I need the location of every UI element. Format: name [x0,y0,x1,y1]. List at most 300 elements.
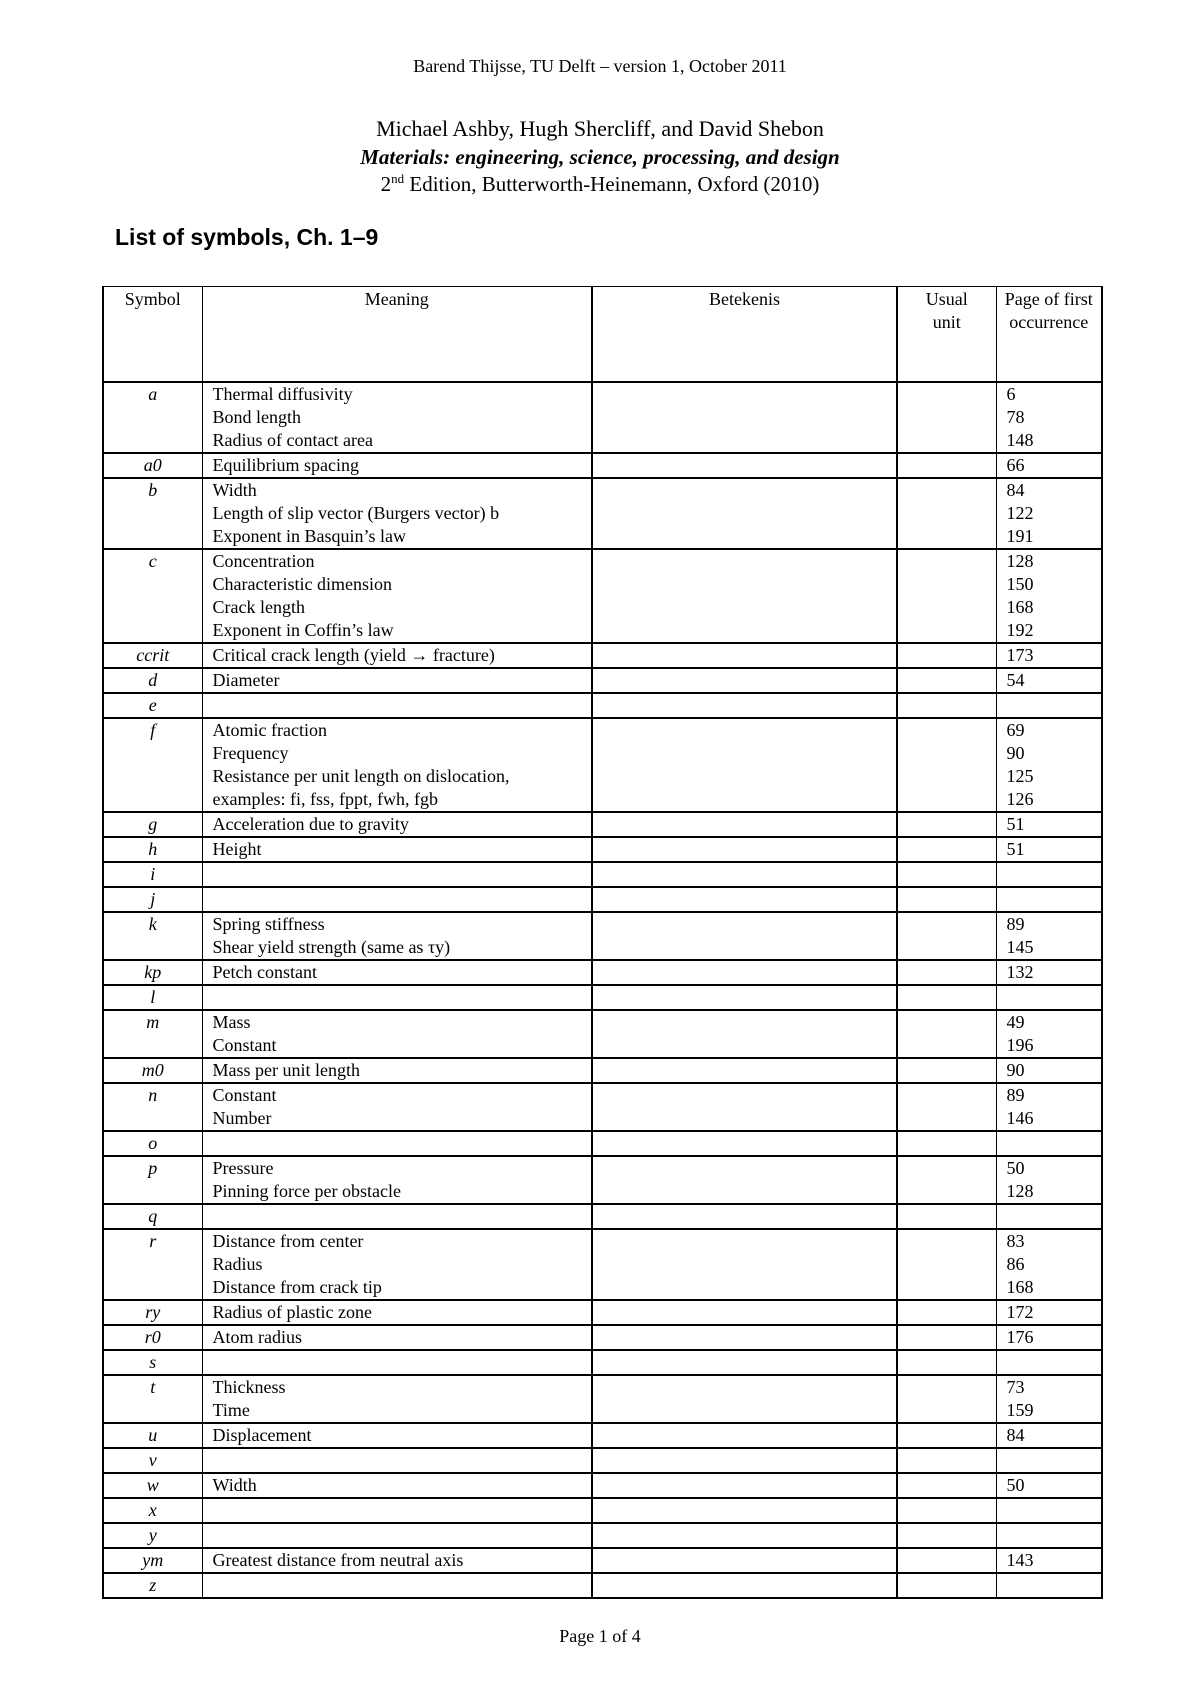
symbol-cell: m [103,1010,202,1058]
symbol-cell: h [103,837,202,862]
betekenis-cell [592,1300,897,1325]
betekenis-cell [592,1156,897,1204]
symbols-table [102,286,1103,1599]
page-cell [996,837,1102,862]
unit-cell [897,549,996,643]
unit-cell [897,453,996,478]
page-line: 122 [1006,503,1034,523]
unit-cell [897,837,996,862]
symbol-cell: n [103,1083,202,1131]
betekenis-cell [592,1131,897,1156]
unit-cell [897,912,996,960]
column-header-betekenis: Betekenis [592,287,897,383]
page-line: 192 [1006,620,1034,640]
betekenis-cell [592,478,897,549]
unit-cell [897,1204,996,1229]
meaning-cell [202,693,592,718]
meaning-cell [202,862,592,887]
meaning-line: Distance from crack tip [212,1277,382,1297]
page-line: 145 [1006,937,1034,957]
page-line: 126 [1006,789,1034,809]
meaning-line: Constant [212,1085,277,1105]
page-line: 73 [1006,1377,1025,1397]
table-row [103,1423,1102,1448]
symbol-cell: r0 [103,1325,202,1350]
table-row [103,668,1102,693]
page-cell [996,862,1102,887]
meaning-line: examples: fi, fss, fppt, fwh, fgb [212,789,438,809]
table-row [103,912,1102,960]
page-line: 66 [1006,455,1025,475]
page-line: 159 [1006,1400,1034,1420]
meaning-line: Concentration [212,551,315,571]
meaning-line: Resistance per unit length on dislocation, [212,766,510,786]
table-row [103,1083,1102,1131]
page-line: 128 [1006,551,1034,571]
meaning-line: Height [212,839,262,859]
meaning-cell [202,1448,592,1473]
page-line: 54 [1006,670,1025,690]
betekenis-cell [592,1010,897,1058]
meaning-cell [202,1058,592,1083]
page-cell [996,382,1102,453]
meaning-cell [202,1300,592,1325]
table-row [103,985,1102,1010]
betekenis-cell [592,1448,897,1473]
meaning-line: Characteristic dimension [212,574,392,594]
symbol-cell: u [103,1423,202,1448]
page-line: 172 [1006,1302,1034,1322]
meaning-line: Mass [212,1012,251,1032]
page-line [1007,888,1102,911]
symbol-cell: ry [103,1300,202,1325]
unit-cell [897,1350,996,1375]
page-cell [996,960,1102,985]
page-cell [996,1156,1102,1204]
symbol-cell: f [103,718,202,812]
page-line: 49 [1006,1012,1025,1032]
meaning-cell [202,1083,592,1131]
page-line: 150 [1006,574,1034,594]
meaning-cell [202,1498,592,1523]
page-cell [996,1498,1102,1523]
meaning-cell [202,887,592,912]
unit-cell [897,1573,996,1598]
meaning-line: Time [212,1400,250,1420]
column-header-page: Page of first occurrence [996,287,1102,383]
page-line: 83 [1006,1231,1025,1251]
meaning-cell [202,1325,592,1350]
symbol-cell: c [103,549,202,643]
page-line [1007,863,1102,886]
meaning-cell [202,1375,592,1423]
symbol-cell: y [103,1523,202,1548]
betekenis-cell [592,1573,897,1598]
betekenis-cell [592,1229,897,1300]
meaning-cell [202,960,592,985]
symbol-cell: t [103,1375,202,1423]
meaning-line: Radius [212,1254,263,1274]
unit-cell [897,1229,996,1300]
meaning-cell [202,1423,592,1448]
symbol-cell: b [103,478,202,549]
unit-cell [897,718,996,812]
unit-cell [897,1498,996,1523]
edition-number: 2 [380,172,392,196]
meaning-line: Atom radius [212,1327,302,1347]
symbol-cell: w [103,1473,202,1498]
meaning-line: Frequency [212,743,289,763]
column-header-symbol: Symbol [103,287,202,383]
symbol-cell: kp [103,960,202,985]
page-cell [996,912,1102,960]
table-row [103,887,1102,912]
page-line: 84 [1006,1425,1025,1445]
meaning-cell [202,985,592,1010]
meaning-cell [202,718,592,812]
page-line [1007,1449,1102,1472]
betekenis-cell [592,960,897,985]
page-line: 89 [1006,914,1025,934]
table-row [103,837,1102,862]
page-header: Barend Thijsse, TU Delft – version 1, October 2011 [413,56,787,76]
table-row [103,812,1102,837]
meaning-line [213,1449,592,1472]
betekenis-cell [592,718,897,812]
meaning-line: Diameter [212,670,280,690]
page-cell [996,718,1102,812]
page-cell [996,1229,1102,1300]
table-row [103,1300,1102,1325]
meaning-cell [202,1573,592,1598]
page-cell [996,1131,1102,1156]
unit-cell [897,812,996,837]
table-row [103,1156,1102,1204]
page-cell [996,549,1102,643]
page-line [1007,1574,1102,1597]
meaning-line: Width [212,480,257,500]
page-line: 128 [1006,1181,1034,1201]
page-line [1007,1499,1102,1522]
meaning-line: Shear yield strength (same as τy) [212,937,451,957]
page-line: 196 [1006,1035,1034,1055]
meaning-cell [202,1156,592,1204]
page-line: 51 [1006,814,1025,834]
page-cell [996,1083,1102,1131]
meaning-cell [202,549,592,643]
page-line [1007,986,1102,1009]
meaning-line: Greatest distance from neutral axis [212,1550,464,1570]
page-cell [996,887,1102,912]
page-cell [996,1573,1102,1598]
betekenis-cell [592,837,897,862]
meaning-line: Crack length [212,597,305,617]
edition-publisher: Edition, Butterworth-Heinemann, Oxford (2010) [404,172,820,196]
betekenis-cell [592,1350,897,1375]
table-row [103,478,1102,549]
symbol-cell: e [103,693,202,718]
page-line: 173 [1006,645,1034,665]
meaning-line: Petch constant [212,962,317,982]
betekenis-cell [592,1548,897,1573]
unit-cell [897,478,996,549]
symbol-cell: s [103,1350,202,1375]
symbol-cell: o [103,1131,202,1156]
meaning-line: Radius of contact area [212,430,373,450]
page-line: 90 [1006,1060,1025,1080]
table-row [103,1573,1102,1598]
meaning-cell [202,1548,592,1573]
page-cell [996,1448,1102,1473]
symbol-cell: r [103,1229,202,1300]
symbol-cell: d [103,668,202,693]
book-edition [0,171,1200,197]
betekenis-cell [592,912,897,960]
page-line: 148 [1006,430,1034,450]
meaning-cell [202,837,592,862]
table-row [103,453,1102,478]
unit-cell [897,668,996,693]
unit-cell [897,1375,996,1423]
page-line: 86 [1006,1254,1025,1274]
page-line: 132 [1006,962,1034,982]
page-cell [996,1423,1102,1448]
page-cell [996,1548,1102,1573]
meaning-cell [202,478,592,549]
page-cell [996,1010,1102,1058]
meaning-line: Bond length [212,407,301,427]
unit-cell [897,1010,996,1058]
unit-cell [897,1523,996,1548]
page-cell [996,693,1102,718]
table-row [103,1548,1102,1573]
meaning-line: Number [212,1108,272,1128]
betekenis-cell [592,1058,897,1083]
table-row [103,960,1102,985]
page-cell [996,1473,1102,1498]
meaning-line: Distance from center [212,1231,364,1251]
page-cell [996,453,1102,478]
symbol-cell: a0 [103,453,202,478]
page-cell [996,985,1102,1010]
table-row [103,862,1102,887]
book-title: Materials: engineering, science, processing, and design [360,145,840,169]
betekenis-cell [592,382,897,453]
meaning-line: Width [212,1475,257,1495]
betekenis-cell [592,453,897,478]
unit-cell [897,693,996,718]
page-line [1007,1205,1102,1228]
meaning-cell [202,643,592,668]
page-line: 168 [1006,597,1034,617]
unit-cell [897,1448,996,1473]
unit-cell [897,887,996,912]
meaning-cell [202,1350,592,1375]
unit-cell [897,1325,996,1350]
page-cell [996,1523,1102,1548]
page-line: 168 [1006,1277,1034,1297]
meaning-line: Length of slip vector (Burgers vector) b [212,503,500,523]
meaning-cell [202,668,592,693]
page-cell [996,1375,1102,1423]
meaning-line: Displacement [212,1425,312,1445]
page-line [1007,1132,1102,1155]
meaning-line [213,986,592,1009]
meaning-line [213,1351,592,1374]
meaning-cell [202,1473,592,1498]
meaning-cell [202,453,592,478]
symbol-cell: x [103,1498,202,1523]
list-heading: List of symbols, Ch. 1–9 [115,224,379,250]
symbol-cell: p [103,1156,202,1204]
page-line: 84 [1006,480,1025,500]
meaning-line [213,1205,592,1228]
page-line [1007,1524,1102,1547]
meaning-cell [202,1131,592,1156]
unit-cell [897,1058,996,1083]
page-cell [996,1058,1102,1083]
page-cell [996,1204,1102,1229]
unit-cell [897,960,996,985]
meaning-line [213,863,592,886]
page-cell [996,1325,1102,1350]
symbol-cell: ym [103,1548,202,1573]
symbol-cell: z [103,1573,202,1598]
betekenis-cell [592,643,897,668]
symbol-cell: a [103,382,202,453]
meaning-line [213,1574,592,1597]
meaning-line: Pinning force per obstacle [212,1181,401,1201]
table-row [103,1204,1102,1229]
meaning-cell [202,1010,592,1058]
page-cell [996,812,1102,837]
table-row [103,1058,1102,1083]
page-line: 176 [1006,1327,1034,1347]
table-row [103,1375,1102,1423]
page-line [1007,694,1102,717]
table-row [103,1523,1102,1548]
symbol-cell: i [103,862,202,887]
page-cell [996,1300,1102,1325]
meaning-cell [202,382,592,453]
page-line: 6 [1006,384,1016,404]
meaning-line [213,888,592,911]
column-header-unit: Usual unit [897,287,996,383]
symbol-cell: j [103,887,202,912]
page-line: 69 [1006,720,1025,740]
meaning-cell [202,1204,592,1229]
page-line: 146 [1006,1108,1034,1128]
unit-cell [897,643,996,668]
unit-cell [897,985,996,1010]
table-row [103,693,1102,718]
meaning-line: Mass per unit length [212,1060,360,1080]
table-row [103,1229,1102,1300]
symbol-cell: k [103,912,202,960]
page-line: 50 [1006,1475,1025,1495]
betekenis-cell [592,985,897,1010]
table-row [103,549,1102,643]
page-line: 125 [1006,766,1034,786]
betekenis-cell [592,1083,897,1131]
unit-cell [897,862,996,887]
page-line: 89 [1006,1085,1025,1105]
meaning-line: Radius of plastic zone [212,1302,372,1322]
meaning-line: Exponent in Basquin’s law [212,526,406,546]
betekenis-cell [592,887,897,912]
symbol-cell: l [103,985,202,1010]
page-line: 90 [1006,743,1025,763]
table-row [103,1010,1102,1058]
page-cell [996,1350,1102,1375]
unit-cell [897,1548,996,1573]
betekenis-cell [592,1473,897,1498]
betekenis-cell [592,1375,897,1423]
betekenis-cell [592,812,897,837]
table-row [103,1350,1102,1375]
betekenis-cell [592,1423,897,1448]
betekenis-cell [592,693,897,718]
meaning-line: Acceleration due to gravity [212,814,409,834]
page-cell [996,668,1102,693]
page-line: 51 [1006,839,1025,859]
meaning-cell [202,912,592,960]
page-line [1007,1351,1102,1374]
edition-suffix: nd [391,171,405,186]
unit-cell [897,1473,996,1498]
table-row [103,643,1102,668]
symbol-cell: v [103,1448,202,1473]
meaning-line: Thickness [212,1377,286,1397]
meaning-line: Critical crack length (yield → fracture) [212,645,495,665]
unit-cell [897,1300,996,1325]
meaning-cell [202,812,592,837]
meaning-line [213,1132,592,1155]
book-authors: Michael Ashby, Hugh Shercliff, and David Shebon [376,116,824,141]
page-line: 50 [1006,1158,1025,1178]
page-line: 78 [1006,407,1025,427]
unit-cell [897,1083,996,1131]
table-row [103,1448,1102,1473]
meaning-line: Exponent in Coffin’s law [212,620,394,640]
unit-cell [897,1156,996,1204]
symbol-cell: ccrit [103,643,202,668]
betekenis-cell [592,1498,897,1523]
symbol-cell: q [103,1204,202,1229]
meaning-cell [202,1523,592,1548]
meaning-line: Thermal diffusivity [212,384,353,404]
symbol-cell: g [103,812,202,837]
table-row [103,1131,1102,1156]
symbol-cell: m0 [103,1058,202,1083]
table-row [103,1325,1102,1350]
meaning-line: Pressure [212,1158,274,1178]
table-header-row [103,287,1102,383]
table-row [103,718,1102,812]
meaning-cell [202,1229,592,1300]
table-row [103,1498,1102,1523]
betekenis-cell [592,1523,897,1548]
page-line: 191 [1006,526,1034,546]
unit-cell [897,1423,996,1448]
page-line: 143 [1006,1550,1034,1570]
table-row [103,1473,1102,1498]
meaning-line: Atomic fraction [212,720,327,740]
betekenis-cell [592,549,897,643]
betekenis-cell [592,668,897,693]
unit-cell [897,382,996,453]
table-row [103,382,1102,453]
